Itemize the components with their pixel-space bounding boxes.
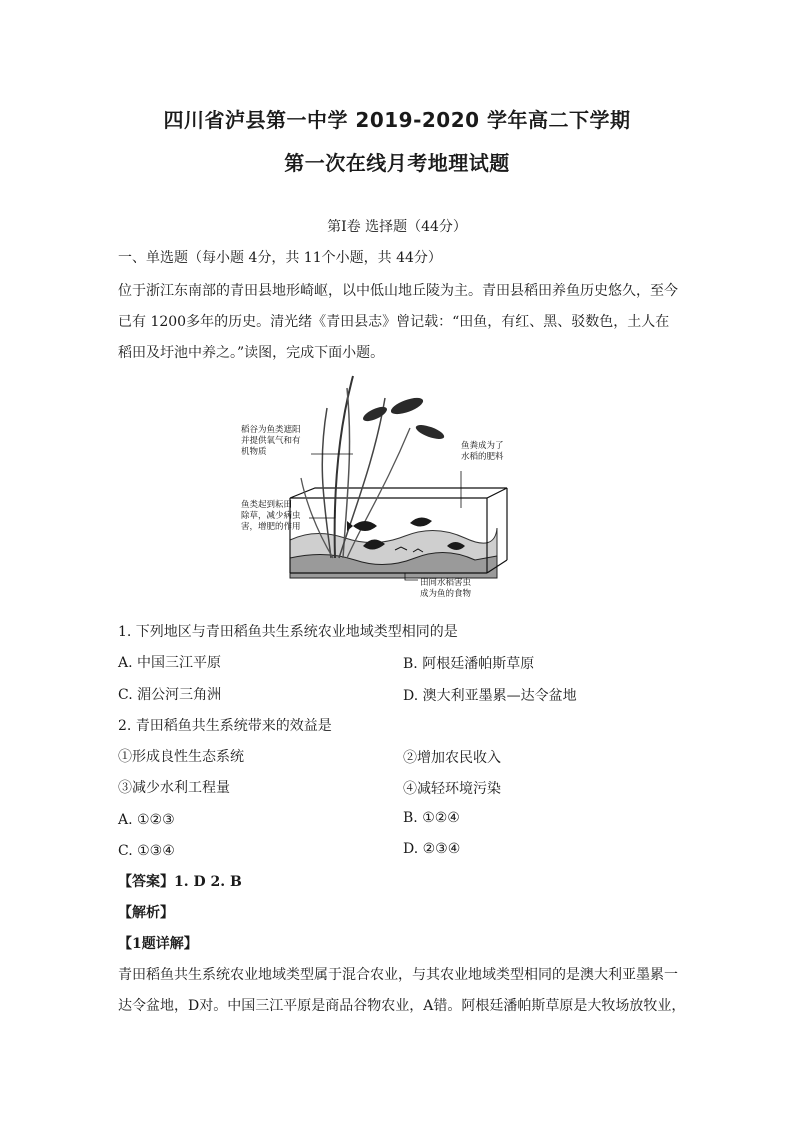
- rice-ear-1: [389, 395, 425, 418]
- passage-line-3: 稻田及圩池中养之。”读图，完成下面小题。: [118, 345, 385, 361]
- label-fish-line3: 害，增肥的作用: [241, 522, 301, 532]
- rice-ear-2: [361, 404, 389, 424]
- fish-3: [410, 517, 432, 526]
- q2-statement-1: ①形成良性生态系统: [118, 749, 244, 765]
- q1-option-a: A. 中国三江平原: [118, 655, 222, 671]
- section-title: 第Ⅰ卷 选择题（44分）: [327, 219, 467, 235]
- q2-statement-4: ④减轻环境污染: [403, 781, 501, 797]
- part-heading: 一、单选题（每小题 4分，共 11个小题，共 44分）: [118, 250, 442, 266]
- answer-line: 【答案】1. D 2. B: [118, 874, 242, 890]
- detail-line-2: 达令盆地，D对。中国三江平原是商品谷物农业，A错。阿根廷潘帕斯草原是大牧场放牧业，: [118, 998, 686, 1014]
- label-fish-line1: 鱼类起到耘田: [241, 500, 293, 510]
- rice-stalk-1: [335, 376, 353, 558]
- analysis-label: 【解析】: [118, 905, 174, 921]
- q2-statement-2: ②增加农民收入: [403, 750, 501, 766]
- exam-title-line2: 第一次在线月考地理试题: [284, 151, 510, 175]
- label-rice-line1: 稻谷为鱼类遮阳: [241, 425, 301, 435]
- question-1-stem: 1. 下列地区与青田稻鱼共生系统农业地域类型相同的是: [118, 624, 458, 640]
- q2-option-d: D. ②③④: [403, 841, 461, 857]
- q2-option-a: A. ①②③: [118, 812, 175, 828]
- q1-option-c: C. 湄公河三角洲: [118, 687, 222, 703]
- q2-statement-3: ③减少水利工程量: [118, 780, 230, 796]
- rice-ear-3: [414, 422, 446, 442]
- passage-line-2: 已有 1200多年的历史。清光绪《青田县志》曾记载：“田鱼，有红、黑、驳数色，土人在: [118, 314, 670, 330]
- exam-title-line1: 四川省泸县第一中学 2019-2020 学年高二下学期: [163, 108, 631, 132]
- question-2-stem: 2. 青田稻鱼共生系统带来的效益是: [118, 718, 332, 734]
- label-pest-line2: 成为鱼的食物: [420, 589, 472, 599]
- q1-option-d: D. 澳大利亚墨累—达令盆地: [403, 688, 577, 704]
- label-feces-line2: 水稻的肥料: [461, 452, 504, 462]
- label-fish-line2: 除草，减少病虫: [241, 511, 301, 521]
- q2-option-b: B. ①②④: [403, 810, 460, 826]
- q1-option-b: B. 阿根廷潘帕斯草原: [403, 656, 535, 672]
- detail-label: 【1题详解】: [118, 936, 198, 952]
- rice-fish-diagram: [235, 368, 553, 612]
- detail-line-1: 青田稻鱼共生系统农业地域类型属于混合农业，与其农业地域类型相同的是澳大利亚墨累一: [118, 967, 678, 983]
- label-pest-line1: 田间水稻害虫: [420, 578, 472, 588]
- label-rice-line3: 机物质: [241, 447, 267, 457]
- label-rice-line2: 并提供氧气和有: [241, 436, 301, 446]
- q2-option-c: C. ①③④: [118, 843, 175, 859]
- passage-line-1: 位于浙江东南部的青田县地形崎岖，以中低山地丘陵为主。青田县稻田养鱼历史悠久，至今: [118, 283, 678, 299]
- label-feces-line1: 鱼粪成为了: [461, 441, 504, 451]
